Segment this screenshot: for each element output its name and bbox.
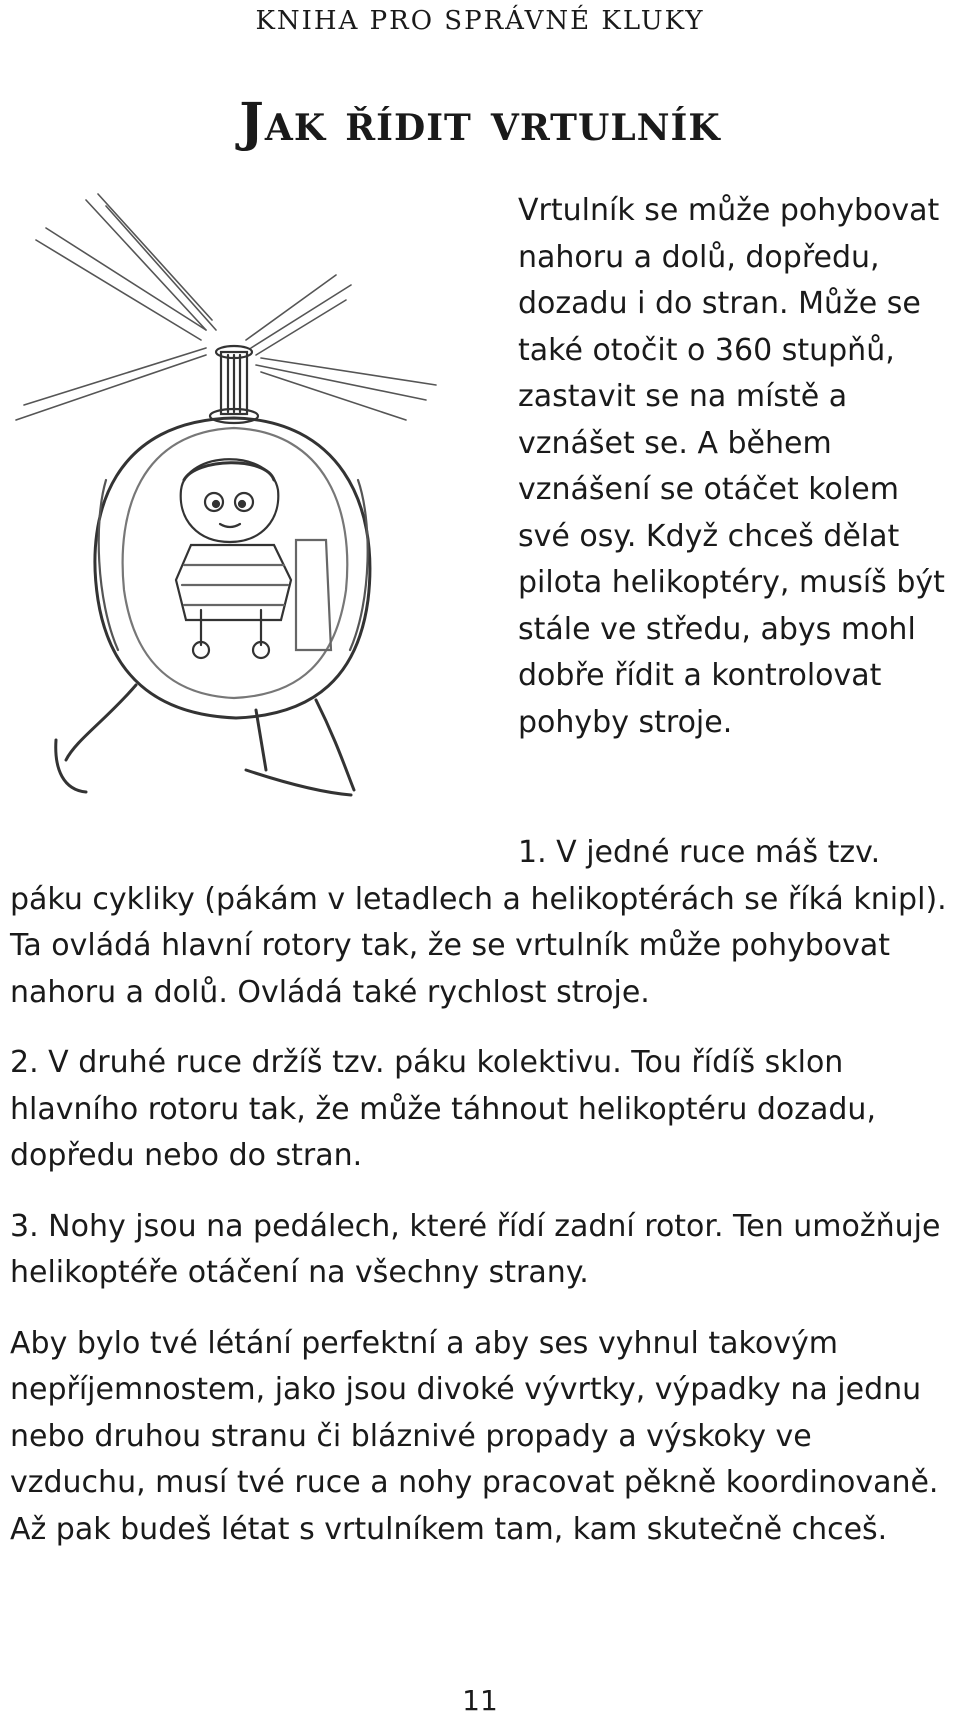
helicopter-illustration <box>6 180 506 810</box>
step-3: 3. Nohy jsou na pedálech, které řídí zadní rotor. Ten umožňuje helikoptéře otáčení na všechny strany. <box>10 1208 941 1290</box>
step-1 <box>10 830 955 1016</box>
rotor-hub <box>210 346 258 423</box>
step-2: 2. V druhé ruce držíš tzv. páku kolektivu. Tou řídíš sklon hlavního rotoru tak, že může táhnout helikoptéru dozadu, dopředu nebo do stran. <box>10 1045 876 1173</box>
pilot <box>176 459 291 658</box>
step-1-text: páku cykliky (pákám v letadlech a helikoptérách se říká knipl). Ta ovládá hlavní rotory tak, že se vrtulník může pohybovat nahoru a dolů. Ovládá také rychlost stroje. <box>10 881 947 1010</box>
page-title: Jak řídit vrtulník <box>239 92 721 153</box>
intro-paragraph <box>518 188 954 746</box>
instructions <box>10 830 955 1553</box>
rotor-blades <box>16 194 436 420</box>
step-1-lead: 1. V jedné ruce máš tzv. <box>518 835 881 870</box>
intro-text: Vrtulník se může pohybovat nahoru a dolů, dopředu, dozadu i do stran. Může se také otočit o 360 stupňů, zastavit se na místě a vznášet se. A během vznášení se otáčet kolem své osy. Když chceš dělat pilota helikoptéry, musíš být stále ve středu, abys mohl dobře řídit a kontrolovat pohyby stroje. <box>518 193 945 740</box>
page-number: 11 <box>462 1684 498 1717</box>
conclusion: Aby bylo tvé létání perfektní a aby ses vyhnul takovým nepříjemnostem, jako jsou divoké vývrtky, výpadky na jednu nebo druhou stranu či bláznivé propady a výskoky ve vzduchu, musí tvé ruce a nohy pracovat pěkně koordinovaně. Až pak budeš létat s vrtulníkem tam, kam skutečně chceš. <box>10 1325 939 1547</box>
running-header: KNIHA PRO SPRÁVNÉ KLUKY <box>255 6 705 36</box>
landing-skids <box>56 685 354 795</box>
